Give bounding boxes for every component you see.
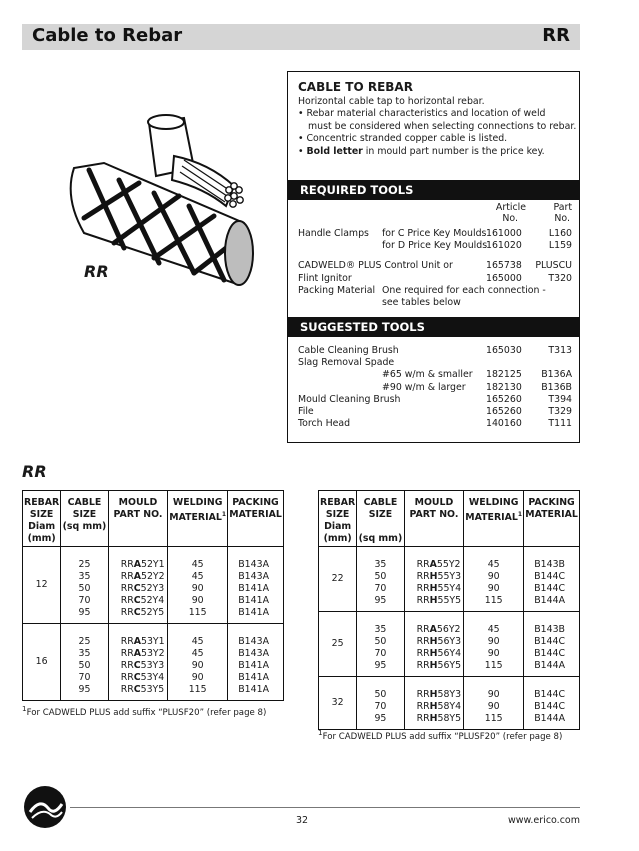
- required-tools-heading: REQUIRED TOOLS: [288, 180, 579, 200]
- mould-prefix: RR: [120, 595, 134, 606]
- mould-suffix: 55Y4: [437, 583, 462, 594]
- mould-suffix: 56Y2: [436, 624, 461, 635]
- mould-part-header-line: MOULD: [118, 497, 158, 508]
- price-key-letter: A: [133, 571, 141, 582]
- rebar-size-cell: 32: [319, 677, 357, 730]
- welding-material-header: [464, 491, 524, 547]
- footer-url: www.erico.com: [507, 815, 580, 826]
- rebar-size-cell: 25: [319, 612, 357, 677]
- mould-suffix: 55Y2: [436, 559, 461, 570]
- article-col-header: Article: [495, 202, 526, 213]
- cable-size-header: [61, 491, 108, 547]
- mould-prefix: RR: [416, 571, 430, 582]
- rebar-size-header: [23, 491, 61, 547]
- page-number: 32: [296, 815, 309, 826]
- cable-size-header-line: (sq mm): [358, 533, 403, 544]
- mould-suffix: 52Y3: [140, 583, 165, 594]
- tool-article: 182130: [486, 381, 522, 393]
- mould-parts-cell: [108, 624, 168, 701]
- packing-material-header: [228, 491, 284, 547]
- packing-material: B144C: [534, 689, 565, 700]
- mould-suffix: 55Y5: [437, 595, 462, 606]
- packing-material: B143B: [534, 624, 565, 635]
- cable-size-header-line: SIZE: [368, 509, 393, 520]
- info-title: CABLE TO REBAR: [298, 80, 413, 94]
- cable-size: 50: [78, 660, 91, 671]
- article-col-header: No.: [502, 213, 518, 224]
- bullet-prefix: •: [298, 145, 307, 157]
- welding-material: 90: [487, 583, 500, 594]
- mould-prefix: RR: [120, 660, 134, 671]
- mould-part-no: [121, 571, 167, 583]
- cable-size: 35: [78, 648, 91, 659]
- cable-size: 35: [374, 559, 387, 570]
- cable-size-header-line: CABLE: [67, 497, 102, 508]
- packing-material-header-line: MATERIAL: [229, 509, 282, 520]
- mould-prefix: RR: [416, 689, 430, 700]
- price-key-letter: H: [429, 571, 438, 582]
- page-code: RR: [542, 25, 570, 46]
- price-key-letter: C: [133, 672, 141, 683]
- packing-material: B143A: [238, 636, 269, 647]
- cable-size: 35: [374, 624, 387, 635]
- tool-desc: One required for each connection -: [382, 284, 546, 296]
- mould-part-no: [121, 595, 167, 607]
- packing-material: B144C: [534, 583, 565, 594]
- welding-footnote-marker: 1: [221, 511, 227, 518]
- mould-prefix: RR: [120, 648, 134, 659]
- cable-size: 95: [78, 684, 91, 695]
- price-key-letter: H: [429, 689, 438, 700]
- welding-cell: [464, 677, 524, 730]
- welding-cell: [168, 624, 228, 701]
- cable-size: 70: [374, 648, 387, 659]
- packing-material: B141A: [238, 660, 269, 671]
- tool-part: L159: [548, 240, 572, 252]
- packing-material: B141A: [238, 684, 269, 695]
- cable-sizes-cell: [357, 677, 404, 730]
- info-line: Horizontal cable tap to horizontal rebar.: [298, 96, 485, 107]
- info-bullet-text: must be considered when selecting connections to rebar.: [308, 120, 577, 132]
- mould-part-no: [121, 648, 167, 660]
- mould-suffix: 52Y2: [140, 571, 165, 582]
- footnote-text: For CADWELD PLUS add suffix “PLUSF20” (refer page 8): [322, 731, 563, 742]
- mould-suffix: 53Y1: [140, 636, 165, 647]
- rebar-size-header-line: SIZE: [29, 509, 54, 520]
- price-key-letter: A: [133, 636, 141, 647]
- packing-material-header-line: MATERIAL: [525, 509, 578, 520]
- footnote-marker: 1: [318, 728, 323, 737]
- mould-prefix: RR: [416, 583, 430, 594]
- cable-size: 25: [78, 559, 91, 570]
- mould-suffix: 58Y4: [437, 701, 462, 712]
- welding-material: 45: [487, 624, 500, 635]
- packing-material-header-line: PACKING: [232, 497, 279, 508]
- welding-material: 45: [191, 559, 204, 570]
- erico-logo: [22, 784, 68, 830]
- cable-size: 70: [78, 595, 91, 606]
- cable-sizes-cell: [357, 612, 404, 677]
- info-description: [298, 96, 578, 158]
- illustration-label: RR: [84, 262, 109, 281]
- cable-size: 50: [374, 636, 387, 647]
- price-key-letter: C: [133, 583, 141, 594]
- tool-name: Torch Head: [298, 418, 351, 430]
- welding-material: 90: [191, 583, 204, 594]
- rebar-size-header-line: (mm): [323, 533, 352, 544]
- footer-rule: [70, 807, 580, 808]
- tool-part: T394: [548, 393, 572, 405]
- rebar-size-header-line: (mm): [27, 533, 56, 544]
- packing-material: B141A: [238, 607, 269, 618]
- footnote-text: For CADWELD PLUS add suffix “PLUSF20” (refer page 8): [26, 707, 267, 718]
- packing-material: B144A: [534, 713, 565, 724]
- welding-material: 90: [487, 636, 500, 647]
- rebar-size-cell: 22: [319, 547, 357, 612]
- packing-material: B144A: [534, 595, 565, 606]
- welding-material: 45: [191, 571, 204, 582]
- packing-material: B141A: [238, 583, 269, 594]
- tool-article: 165260: [486, 393, 522, 405]
- packing-material-header: [524, 491, 580, 547]
- price-key-letter: C: [133, 660, 141, 671]
- mould-prefix: RR: [416, 701, 430, 712]
- price-key-letter: H: [429, 713, 438, 724]
- mould-suffix: 52Y5: [140, 607, 165, 618]
- bullet-rest: in mould part number is the price key.: [362, 145, 545, 157]
- mould-part-no: [417, 689, 463, 701]
- welding-material: 45: [487, 559, 500, 570]
- table-header-row: [319, 491, 580, 547]
- mould-prefix: RR: [416, 624, 430, 635]
- mould-part-no: [417, 624, 463, 636]
- mould-part-no: [121, 672, 167, 684]
- page-header: [22, 24, 580, 50]
- cable-size-header-line: CABLE: [363, 497, 398, 508]
- mould-part-no: [121, 636, 167, 648]
- cable-size: 95: [374, 713, 387, 724]
- mould-parts-cell: [404, 612, 464, 677]
- mould-parts-cell: [404, 677, 464, 730]
- table-row: [23, 547, 284, 624]
- packing-cell: [228, 624, 284, 701]
- cable-size-header: [357, 491, 404, 547]
- tool-article: 165000: [486, 272, 522, 284]
- mould-suffix: 58Y3: [437, 689, 462, 700]
- packing-material: B143B: [534, 559, 565, 570]
- mould-part-no: [417, 713, 463, 725]
- cable-size: 50: [374, 571, 387, 582]
- footnote-right: [318, 728, 562, 742]
- info-bullet: [298, 146, 578, 158]
- mould-part-no: [417, 660, 463, 672]
- price-key-letter: H: [429, 636, 438, 647]
- tool-article: 165260: [486, 406, 522, 417]
- footnote-marker: 1: [22, 704, 27, 713]
- mould-part-no: [417, 583, 463, 595]
- tool-article: 182125: [486, 369, 522, 381]
- mould-part-header-line: MOULD: [414, 497, 454, 508]
- packing-cell: [228, 547, 284, 624]
- packing-cell: [524, 677, 580, 730]
- rebar-size-header-line: SIZE: [325, 509, 350, 520]
- mould-part-no: [417, 595, 463, 607]
- rebar-size-cell: 16: [23, 624, 61, 701]
- welding-material: 90: [191, 672, 204, 683]
- cable-size: 70: [78, 672, 91, 683]
- packing-material: B143A: [238, 648, 269, 659]
- right-table: [318, 490, 580, 730]
- mould-suffix: 56Y3: [437, 636, 462, 647]
- tool-name: Flint Ignitor: [298, 272, 352, 284]
- price-key-letter: A: [133, 648, 141, 659]
- tool-name: CADWELD® PLUS Control Unit or: [298, 260, 453, 272]
- table-header-row: [23, 491, 284, 547]
- price-key-letter: A: [429, 624, 437, 635]
- mould-prefix: RR: [120, 672, 134, 683]
- cable-sizes-cell: [357, 547, 404, 612]
- tool-part: T313: [548, 345, 572, 356]
- mould-part-no: [417, 648, 463, 660]
- packing-material: B143A: [238, 571, 269, 582]
- tool-desc: for D Price Key Moulds: [382, 240, 488, 252]
- packing-material-header-line: PACKING: [528, 497, 575, 508]
- part-col-header: No.: [554, 213, 570, 224]
- mould-suffix: 53Y3: [140, 660, 165, 671]
- left-table: [22, 490, 284, 701]
- price-key-letter: H: [429, 701, 438, 712]
- welding-material-header-line: WELDING: [468, 497, 519, 508]
- price-key-letter: C: [133, 684, 141, 695]
- tool-article: 165738: [486, 260, 522, 272]
- mould-prefix: RR: [120, 636, 134, 647]
- packing-material: B144A: [534, 660, 565, 671]
- suggested-tools-heading: SUGGESTED TOOLS: [288, 317, 579, 337]
- info-bullet-text: • Rebar material characteristics and location of weld: [298, 108, 546, 120]
- table-row: [319, 612, 580, 677]
- rebar-size-header-line: REBAR: [24, 497, 60, 508]
- mould-part-no: [121, 583, 167, 595]
- packing-material: B144C: [534, 571, 565, 582]
- mould-prefix: RR: [416, 559, 430, 570]
- cable-size: 70: [374, 701, 387, 712]
- price-key-letter: A: [133, 559, 141, 570]
- tool-name: Cable Cleaning Brush: [298, 345, 399, 356]
- packing-material: B144C: [534, 648, 565, 659]
- cable-size: 50: [78, 583, 91, 594]
- welding-material: 90: [487, 689, 500, 700]
- mould-prefix: RR: [416, 660, 430, 671]
- welding-material: 90: [191, 660, 204, 671]
- tool-name: Slag Removal Spade: [298, 357, 395, 369]
- welding-material: 90: [191, 595, 204, 606]
- price-key-letter: A: [429, 559, 437, 570]
- tool-desc: see tables below: [382, 297, 461, 308]
- mould-part-no: [121, 684, 167, 696]
- price-key-letter: C: [133, 595, 141, 606]
- tool-part: PLUSCU: [535, 260, 572, 272]
- tool-article: 161020: [486, 240, 522, 252]
- mould-suffix: 53Y4: [140, 672, 165, 683]
- mould-prefix: RR: [416, 636, 430, 647]
- rebar-size-header: [319, 491, 357, 547]
- tool-part: B136B: [541, 381, 572, 393]
- welding-material-header-line: MATERIAL: [465, 512, 518, 524]
- mould-suffix: 56Y5: [437, 660, 462, 671]
- packing-material: B141A: [238, 595, 269, 606]
- table-row: [23, 624, 284, 701]
- mould-prefix: RR: [120, 571, 134, 582]
- mould-prefix: RR: [416, 648, 430, 659]
- packing-material: B143A: [238, 559, 269, 570]
- packing-material: B141A: [238, 672, 269, 683]
- mould-suffix: 56Y4: [437, 648, 462, 659]
- welding-material-header-line: WELDING: [172, 497, 223, 508]
- welding-material: 115: [188, 684, 207, 695]
- welding-material: 115: [484, 713, 503, 724]
- welding-material-header: [168, 491, 228, 547]
- welding-material: 90: [487, 571, 500, 582]
- mould-part-no: [121, 660, 167, 672]
- packing-cell: [524, 547, 580, 612]
- welding-material: 115: [484, 660, 503, 671]
- welding-material: 115: [484, 595, 503, 606]
- cable-size-header-line: SIZE: [72, 509, 97, 520]
- mould-prefix: RR: [120, 559, 134, 570]
- mould-suffix: 53Y5: [140, 684, 165, 695]
- mould-suffix: 55Y3: [437, 571, 462, 582]
- tool-desc: #90 w/m & larger: [382, 381, 466, 393]
- info-bullet: [298, 108, 578, 133]
- mould-suffix: 58Y5: [437, 713, 462, 724]
- welding-material-header-line: MATERIAL: [169, 512, 222, 524]
- cable-sizes-cell: [61, 547, 108, 624]
- packing-material: B144C: [534, 636, 565, 647]
- tool-article: 140160: [486, 418, 522, 430]
- bold-text: Bold letter: [306, 145, 363, 157]
- mould-part-no: [121, 559, 167, 571]
- packing-material: B144C: [534, 701, 565, 712]
- mould-part-no: [121, 607, 167, 619]
- cable-size: 70: [374, 583, 387, 594]
- welding-footnote-marker: 1: [517, 511, 523, 518]
- tool-part: T111: [548, 418, 572, 430]
- rebar-size-header-line: Diam: [324, 521, 352, 532]
- mould-suffix: 53Y2: [140, 648, 165, 659]
- welding-material: 115: [188, 607, 207, 618]
- price-key-letter: H: [429, 648, 438, 659]
- mould-part-no: [417, 571, 463, 583]
- mould-part-header-line: PART NO.: [113, 509, 163, 520]
- tool-name: Packing Material: [298, 284, 376, 296]
- rebar-size-header-line: Diam: [28, 521, 56, 532]
- tool-article: 165030: [486, 345, 522, 356]
- mould-part-header-line: PART NO.: [409, 509, 459, 520]
- cable-to-rebar-illustration: [44, 108, 284, 288]
- page-title: Cable to Rebar: [32, 25, 183, 46]
- mould-suffix: 52Y1: [140, 559, 165, 570]
- welding-material: 45: [191, 648, 204, 659]
- info-bullet: • Concentric stranded copper cable is listed.: [298, 133, 508, 145]
- welding-cell: [464, 612, 524, 677]
- mould-part-no: [417, 559, 463, 571]
- mould-prefix: RR: [416, 595, 430, 606]
- tool-part: T320: [548, 272, 572, 284]
- welding-cell: [168, 547, 228, 624]
- cable-sizes-cell: [61, 624, 108, 701]
- rebar-size-header-line: REBAR: [320, 497, 356, 508]
- mould-prefix: RR: [120, 607, 134, 618]
- cable-size-header-line: (sq mm): [62, 521, 107, 532]
- mould-parts-cell: [404, 547, 464, 612]
- mould-prefix: RR: [120, 684, 134, 695]
- tool-article: 161000: [486, 228, 522, 239]
- mould-part-no: [417, 701, 463, 713]
- welding-cell: [464, 547, 524, 612]
- info-box: [287, 71, 580, 443]
- mould-part-header: [404, 491, 464, 547]
- rebar-size-cell: 12: [23, 547, 61, 624]
- mould-prefix: RR: [120, 583, 134, 594]
- cable-size: 25: [78, 636, 91, 647]
- tool-name: File: [298, 406, 314, 417]
- mould-part-header: [108, 491, 168, 547]
- table-row: [319, 547, 580, 612]
- table-row: [319, 677, 580, 730]
- tool-name: Mould Cleaning Brush: [298, 393, 401, 405]
- mould-part-no: [417, 636, 463, 648]
- price-key-letter: H: [429, 660, 438, 671]
- welding-material: 90: [487, 701, 500, 712]
- price-key-letter: H: [429, 583, 438, 594]
- cable-size: 50: [374, 689, 387, 700]
- welding-material: 90: [487, 648, 500, 659]
- cable-size: 95: [374, 660, 387, 671]
- mould-parts-cell: [108, 547, 168, 624]
- cable-size: 35: [78, 571, 91, 582]
- cable-size: 95: [78, 607, 91, 618]
- packing-cell: [524, 612, 580, 677]
- tool-desc: #65 w/m & smaller: [382, 369, 473, 381]
- tool-part: L160: [548, 228, 572, 239]
- cable-size: 95: [374, 595, 387, 606]
- table-section-label: RR: [22, 462, 47, 481]
- mould-suffix: 52Y4: [140, 595, 165, 606]
- mould-prefix: RR: [416, 713, 430, 724]
- footnote-left: [22, 704, 266, 718]
- price-key-letter: C: [133, 607, 141, 618]
- tool-part: T329: [548, 406, 572, 417]
- tool-name: Handle Clamps: [298, 228, 369, 239]
- price-key-letter: H: [429, 595, 438, 606]
- part-col-header: Part: [553, 202, 572, 213]
- tool-part: B136A: [541, 369, 572, 381]
- tool-desc: for C Price Key Moulds: [382, 228, 487, 239]
- welding-material: 45: [191, 636, 204, 647]
